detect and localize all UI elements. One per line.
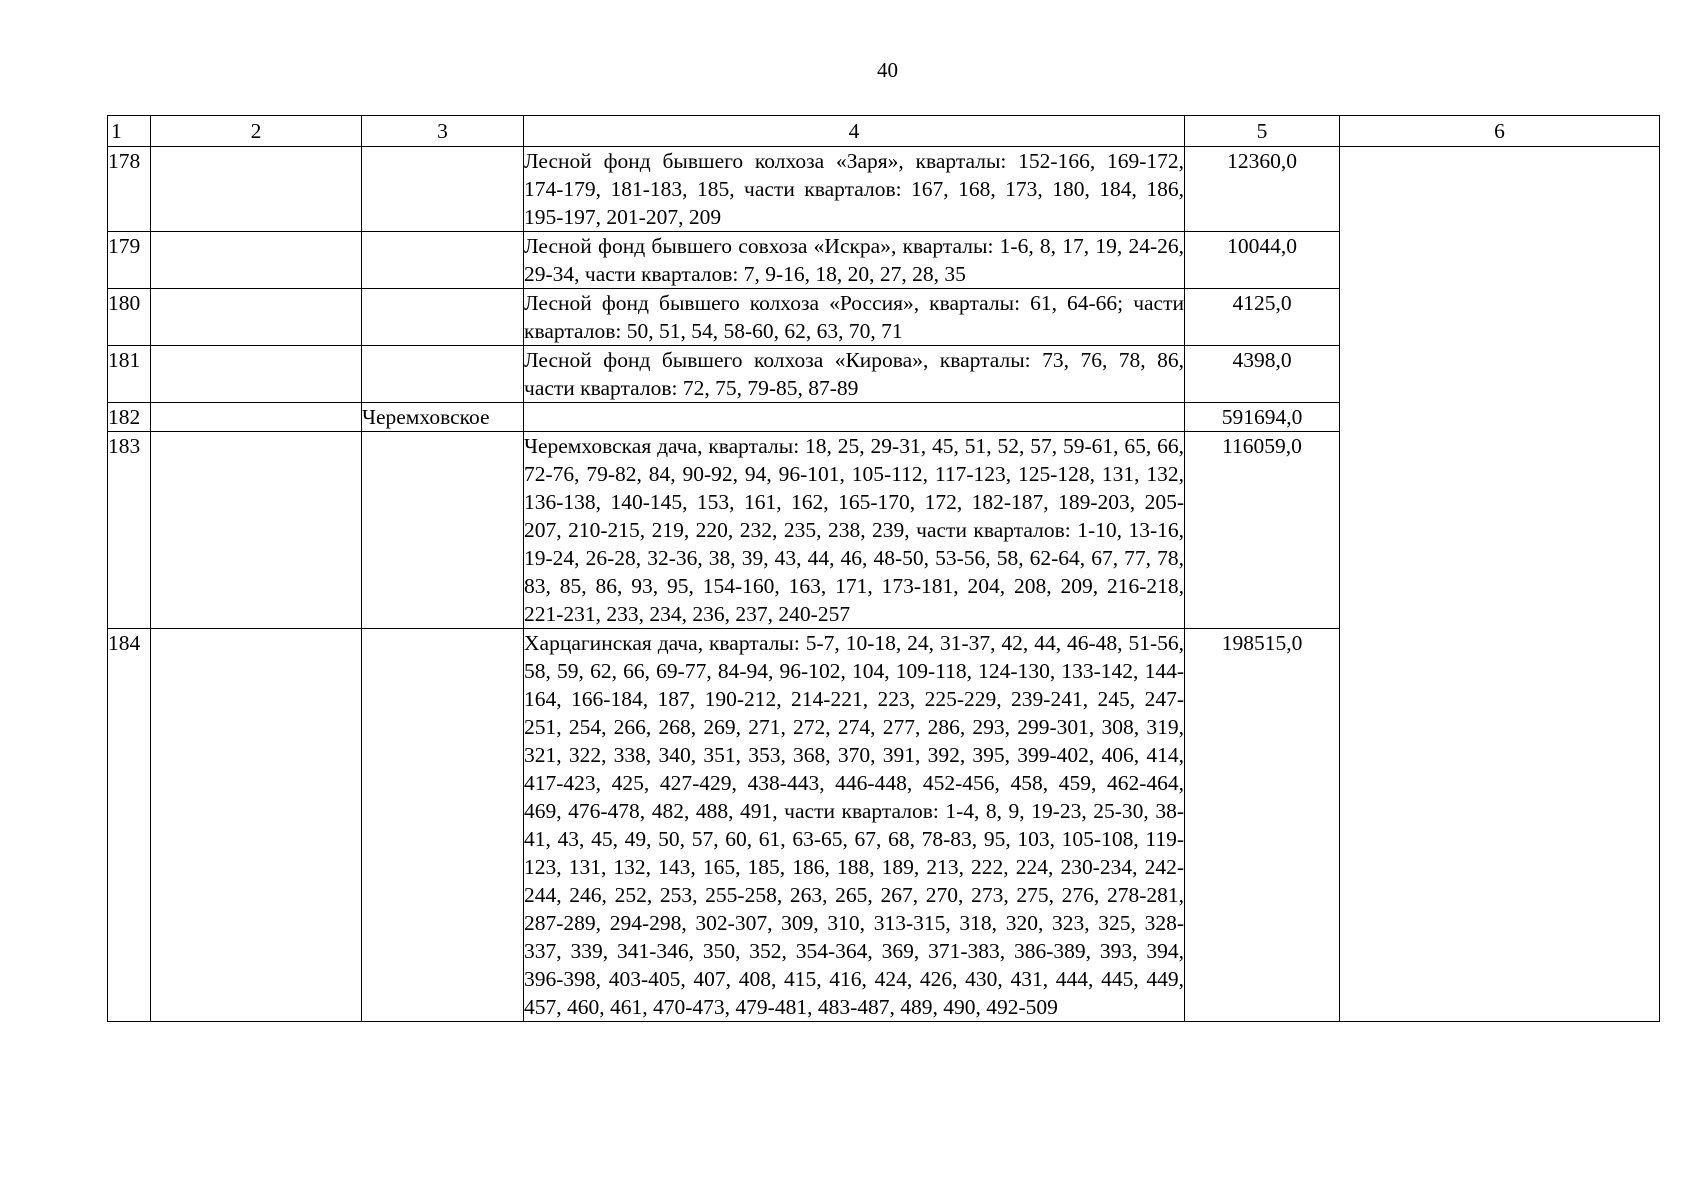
row-col-3 <box>362 432 524 629</box>
page-number: 40 <box>877 58 898 82</box>
row-number: 181 <box>108 346 151 403</box>
row-number: 178 <box>108 147 151 232</box>
row-description: Лесной фонд бывшего совхоза «Искра», кварталы: 1-6, 8, 17, 19, 24-26, 29-34, части кварталов: 7, 9-16, 18, 20, 27, 28, 35 <box>524 232 1185 289</box>
header-col-5: 5 <box>1185 116 1340 147</box>
row-number: 184 <box>108 629 151 1022</box>
row-area: 10044,0 <box>1185 232 1340 289</box>
row-col-3 <box>362 289 524 346</box>
row-col-2 <box>151 403 362 432</box>
row-col-3 <box>362 232 524 289</box>
header-col-6: 6 <box>1340 116 1660 147</box>
row-area: 198515,0 <box>1185 629 1340 1022</box>
table-row <box>108 147 1660 232</box>
row-area: 116059,0 <box>1185 432 1340 629</box>
row-col-3 <box>362 629 524 1022</box>
row-number: 182 <box>108 403 151 432</box>
row-description: Лесной фонд бывшего колхоза «Кирова», кварталы: 73, 76, 78, 86, части кварталов: 72, 75, 79-85, 87-89 <box>524 346 1185 403</box>
row-col-3 <box>362 147 524 232</box>
row-area: 591694,0 <box>1185 403 1340 432</box>
row-description <box>524 403 1185 432</box>
header-col-3: 3 <box>362 116 524 147</box>
row-col-2 <box>151 147 362 232</box>
row-district: Черемховское <box>362 403 524 432</box>
row-description: Харцагинская дача, кварталы: 5-7, 10-18, 24, 31-37, 42, 44, 46-48, 51-56, 58, 59, 62, 66, 69-77, 84-94, 96-102, 104, 109-118, 124-130, 133-142, 144-164, 166-184, 187, 190-212, 214-221, 223, 225-229, 239-241, 245, 247-251, 254, 266, 268, 269, 271, 272, 274, 277, 286, 293, 299-301, 308, 319, 321, 322, 338, 340, 351, 353, 368, 370, 391, 392, 395, 399-402, 406, 414, 417-423, 425, 427-429, 438-443, 446-448, 452-456, 458, 459, 462-464, 469, 476-478, 482, 488, 491, части кварталов: 1-4, 8, 9, 19-23, 25-30, 38-41, 43, 45, 49, 50, 57, 60, 61, 63-65, 67, 68, 78-83, 95, 103, 105-108, 119-123, 131, 132, 143, 165, 185, 186, 188, 189, 213, 222, 224, 230-234, 242-244, 246, 252, 253, 255-258, 263, 265, 267, 270, 273, 275, 276, 278-281, 287-289, 294-298, 302-307, 309, 310, 313-315, 318, 320, 323, 325, 328-337, 339, 341-346, 350, 352, 354-364, 369, 371-383, 386-389, 393, 394, 396-398, 403-405, 407, 408, 415, 416, 424, 426, 430, 431, 444, 445, 449, 457, 460, 461, 470-473, 479-481, 483-487, 489, 490, 492-509 <box>524 629 1185 1022</box>
row-number: 180 <box>108 289 151 346</box>
row-col-6 <box>1340 147 1660 1022</box>
row-col-2 <box>151 432 362 629</box>
header-col-2: 2 <box>151 116 362 147</box>
header-col-1: 1 <box>108 116 151 147</box>
header-row <box>108 116 1660 147</box>
row-col-2 <box>151 346 362 403</box>
row-description: Лесной фонд бывшего колхоза «Заря», кварталы: 152-166, 169-172, 174-179, 181-183, 185, части кварталов: 167, 168, 173, 180, 184, 186, 195-197, 201-207, 209 <box>524 147 1185 232</box>
row-description: Лесной фонд бывшего колхоза «Россия», кварталы: 61, 64-66; части кварталов: 50, 51, 54, 58-60, 62, 63, 70, 71 <box>524 289 1185 346</box>
forest-registry-table <box>107 115 1660 1022</box>
row-number: 179 <box>108 232 151 289</box>
header-col-4: 4 <box>524 116 1185 147</box>
row-number: 183 <box>108 432 151 629</box>
row-col-2 <box>151 289 362 346</box>
row-area: 4398,0 <box>1185 346 1340 403</box>
row-col-2 <box>151 629 362 1022</box>
row-col-2 <box>151 232 362 289</box>
row-area: 4125,0 <box>1185 289 1340 346</box>
row-area: 12360,0 <box>1185 147 1340 232</box>
row-col-3 <box>362 346 524 403</box>
row-description: Черемховская дача, кварталы: 18, 25, 29-31, 45, 51, 52, 57, 59-61, 65, 66, 72-76, 79-82, 84, 90-92, 94, 96-101, 105-112, 117-123, 125-128, 131, 132, 136-138, 140-145, 153, 161, 162, 165-170, 172, 182-187, 189-203, 205-207, 210-215, 219, 220, 232, 235, 238, 239, части кварталов: 1-10, 13-16, 19-24, 26-28, 32-36, 38, 39, 43, 44, 46, 48-50, 53-56, 58, 62-64, 67, 77, 78, 83, 85, 86, 93, 95, 154-160, 163, 171, 173-181, 204, 208, 209, 216-218, 221-231, 233, 234, 236, 237, 240-257 <box>524 432 1185 629</box>
